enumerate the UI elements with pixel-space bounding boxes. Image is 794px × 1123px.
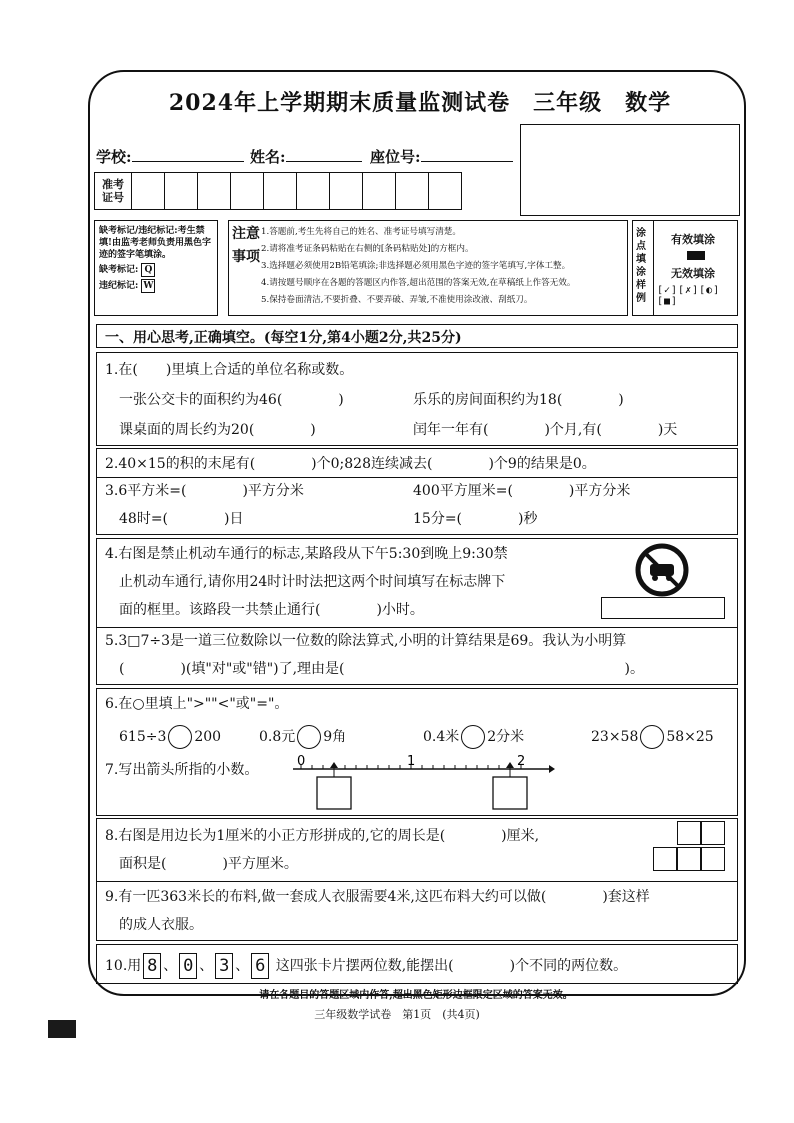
- exam-number-cell[interactable]: [297, 173, 330, 209]
- q5-line2: ( )(填"对"或"错")了,理由是( )。: [119, 661, 644, 677]
- name-label: 姓名:: [250, 148, 286, 166]
- note-item: 5.保持卷面清洁,不要折叠、不要弄破、弄皱,不准使用涂改液、刮纸刀。: [261, 295, 533, 305]
- absent-instructions: 缺考标记/违纪标记:考生禁填!由监考老师负责用黑色字迹的签字笔填涂。: [99, 226, 211, 260]
- absent-label: 缺考标记:: [99, 265, 139, 275]
- q1-a: 一张公交卡的面积约为46( ): [119, 392, 344, 408]
- q6-item: 23×58 58×25: [591, 725, 714, 749]
- school-input[interactable]: [132, 147, 244, 162]
- q4-line1: 4.右图是禁止机动车通行的标志,某路段从下午5:30到晚上9:30禁: [105, 546, 508, 562]
- q6-item: 0.8元 9角: [259, 725, 346, 749]
- section-heading-box: [96, 324, 738, 348]
- q9-line2: 的成人衣服。: [119, 917, 203, 933]
- alignment-mark: [48, 1020, 76, 1038]
- question-9: [96, 880, 738, 941]
- valid-fill-label: 有效填涂: [671, 233, 715, 246]
- absent-mark-box: [94, 220, 218, 316]
- exam-title: 2024年上学期期末质量监测试卷 三年级 数学: [168, 90, 672, 116]
- square-figure: [653, 821, 727, 873]
- q1-stem: 1.在( )里填上合适的单位名称或数。: [105, 362, 354, 378]
- note-item: 4.请按题号顺序在各题的答题区内作答,超出范围的答案无效,在草稿纸上作答无效。: [261, 278, 576, 288]
- name-field: [250, 146, 362, 167]
- name-input[interactable]: [286, 147, 362, 162]
- tick-label: 2: [517, 755, 526, 769]
- q6-stem: 6.在○里填上">""<"或"="。: [105, 696, 289, 712]
- exam-number-cell[interactable]: [198, 173, 231, 209]
- notes-heading: 注意事项: [232, 226, 260, 265]
- q4-line3: 面的框里。该路段一共禁止通行( )小时。: [119, 602, 424, 618]
- q8-line1: 8.右图是用边长为1厘米的小正方形拼成的,它的周长是( )厘米,: [105, 828, 540, 844]
- fill-sample-box: [632, 220, 738, 316]
- question-5: [96, 626, 738, 685]
- question-3: [96, 476, 738, 535]
- tick-label: 1: [407, 755, 416, 769]
- exam-number-cell[interactable]: [330, 173, 363, 209]
- compare-circle[interactable]: [640, 725, 664, 749]
- q2-text: 2.40×15的积的末尾有( )个0;828连续减去( )个9的结果是0。: [105, 456, 596, 472]
- q1-c: 课桌面的周长约为20( ): [119, 422, 316, 438]
- q3-b: 400平方厘米=( )平方分米: [413, 483, 631, 499]
- answer-area-warning: 请在各题目的答题区域内作答,超出黑色矩形边框限定区域的答案无效。: [259, 990, 573, 1001]
- exam-number-cell[interactable]: [363, 173, 396, 209]
- q6-item: 0.4米 2分米: [423, 725, 524, 749]
- fill-sample-label: 涂点填涂样例: [636, 228, 646, 304]
- exam-number-cell[interactable]: [429, 173, 461, 209]
- exam-number-grid: [94, 172, 462, 210]
- seat-field: [370, 146, 513, 167]
- notes-list: [261, 224, 623, 309]
- number-card: 0: [179, 953, 197, 979]
- number-card: 8: [143, 953, 161, 979]
- exam-number-label: 准考 证号: [95, 173, 132, 209]
- notes-box: [228, 220, 628, 316]
- q3-a: 3.6平方米=( )平方分米: [105, 483, 304, 499]
- question-10: [96, 944, 738, 984]
- school-label: 学校:: [96, 148, 132, 166]
- school-field: [96, 146, 244, 167]
- exam-number-cell[interactable]: [264, 173, 297, 209]
- question-1: [96, 352, 738, 446]
- q3-c: 48时=( )日: [119, 511, 244, 527]
- seat-label: 座位号:: [370, 148, 421, 166]
- exam-number-cell[interactable]: [165, 173, 198, 209]
- no-motor-vehicle-sign-icon: [635, 543, 689, 597]
- q7-stem: 7.写出箭头所指的小数。: [105, 762, 259, 778]
- number-card: 6: [251, 953, 269, 979]
- absent-checkbox[interactable]: Q: [141, 263, 155, 277]
- tick-label: 0: [297, 755, 306, 769]
- q4-line2: 止机动车通行,请你用24时计时法把这两个时间填写在标志牌下: [119, 574, 506, 590]
- note-item: 2.请将准考证条码粘贴在右侧的[条码粘贴处]的方框内。: [261, 244, 474, 254]
- q10-text: 10.用 8 、 0 、 3 、 6 这四张卡片摆两位数,能摆出( )个不同的两位数。: [105, 953, 627, 979]
- exam-number-cell[interactable]: [231, 173, 264, 209]
- question-6-7: [96, 688, 738, 816]
- exam-number-cell[interactable]: [396, 173, 429, 209]
- question-8: [96, 818, 738, 882]
- answer-box-1[interactable]: [317, 777, 351, 809]
- compare-circle[interactable]: [461, 725, 485, 749]
- q1-b: 乐乐的房间面积约为18( ): [413, 392, 624, 408]
- q3-d: 15分=( )秒: [413, 511, 538, 527]
- barcode-area: [520, 124, 740, 216]
- violation-label: 违纪标记:: [99, 281, 139, 291]
- q5-line1: 5.3□7÷3是一道三位数除以一位数的除法算式,小明的计算结果是69。我认为小明算: [105, 633, 627, 649]
- q8-line2: 面积是( )平方厘米。: [119, 856, 298, 872]
- number-line: [287, 755, 555, 813]
- note-item: 1.答题前,考生先将自己的姓名、准考证号填写清楚。: [261, 227, 461, 237]
- section-heading: 一、用心思考,正确填空。(每空1分,第4小题2分,共25分): [105, 330, 462, 346]
- answer-box-2[interactable]: [493, 777, 527, 809]
- note-item: 3.选择题必须使用2B铅笔填涂;非选择题必须用黑色字迹的签字笔填写,字体工整。: [261, 261, 571, 271]
- number-card: 3: [215, 953, 233, 979]
- sign-time-answer-box[interactable]: [601, 597, 725, 619]
- q9-line1: 9.有一匹363米长的布料,做一套成人衣服需要4米,这匹布料大约可以做( )套这样: [105, 889, 650, 905]
- valid-fill-mark: [687, 251, 705, 260]
- page-number: 三年级数学试卷 第1页 (共4页): [314, 1008, 480, 1021]
- compare-circle[interactable]: [168, 725, 192, 749]
- question-4: [96, 538, 738, 628]
- invalid-fill-marks: [✓][✗][◐][■]: [657, 285, 721, 307]
- exam-number-cell[interactable]: [132, 173, 165, 209]
- seat-input[interactable]: [421, 147, 513, 162]
- violation-checkbox[interactable]: W: [143, 281, 154, 291]
- invalid-fill-label: 无效填涂: [671, 267, 715, 280]
- question-2: [96, 448, 738, 478]
- compare-circle[interactable]: [297, 725, 321, 749]
- q1-d: 闰年一年有( )个月,有( )天: [413, 422, 678, 438]
- q6-item: 615÷3 200: [119, 725, 221, 749]
